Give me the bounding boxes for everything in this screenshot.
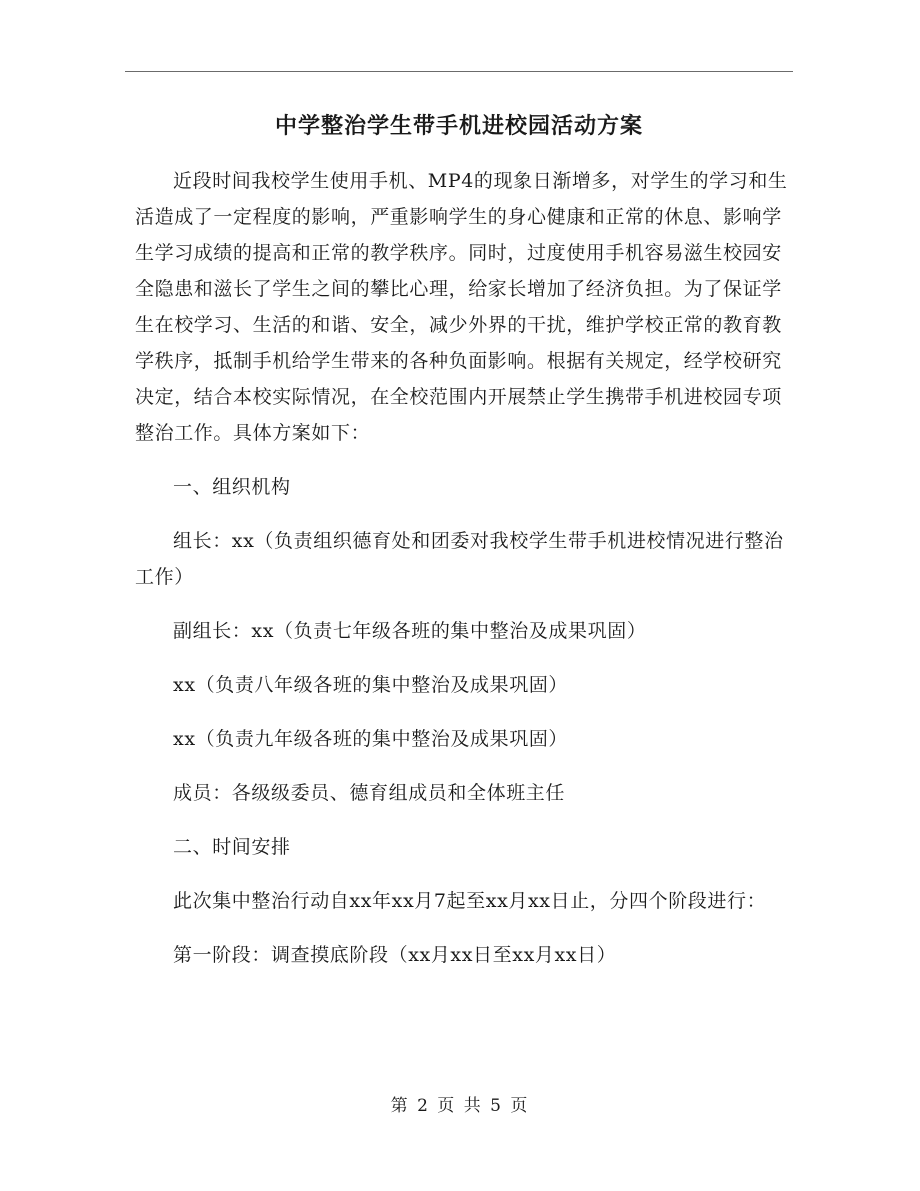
paragraph-grade-eight: xx（负责八年级各班的集中整治及成果巩固） bbox=[173, 674, 569, 696]
paragraph-grade-nine: xx（负责九年级各班的集中整治及成果巩固） bbox=[173, 728, 569, 750]
document-body bbox=[135, 163, 797, 973]
section-heading-schedule: 二、时间安排 bbox=[173, 836, 291, 858]
paragraph-leader: 组长：xx（负责组织德育处和团委对我校学生带手机进校情况进行整治工作） bbox=[135, 530, 784, 588]
section-heading-organization: 一、组织机构 bbox=[173, 476, 291, 498]
paragraph-intro: 近段时间我校学生使用手机、MP4的现象日渐增多，对学生的学习和生活造成了一定程度的影响，严重影响学生的身心健康和正常的休息、影响学生学习成绩的提高和正常的教学秩序。同时，过度使用手机容易滋生校园安全隐患和滋长了学生之间的攀比心理，给家长增加了经济负担。为了保证学生在校学习、生活的和谐、安全，减少外界的干扰，维护学校正常的教育教学秩序，抵制手机给学生带来的各种负面影响。根据有关规定，经学校研究决定，结合本校实际情况，在全校范围内开展禁止学生携带手机进校园专项整治工作。具体方案如下： bbox=[135, 170, 788, 444]
paragraph-members: 成员：各级级委员、德育组成员和全体班主任 bbox=[173, 782, 566, 804]
header-rule bbox=[125, 71, 793, 72]
paragraph-phase-one: 第一阶段：调查摸底阶段（xx月xx日至xx月xx日） bbox=[173, 944, 617, 966]
document-title: 中学整治学生带手机进校园活动方案 bbox=[274, 113, 643, 139]
paragraph-deputy-leader: 副组长：xx（负责七年级各班的集中整治及成果巩固） bbox=[173, 620, 647, 642]
paragraph-schedule: 此次集中整治行动自xx年xx月7起至xx月xx日止，分四个阶段进行： bbox=[173, 890, 767, 912]
page-number-footer: 第 2 页 共 5 页 bbox=[390, 1096, 530, 1116]
